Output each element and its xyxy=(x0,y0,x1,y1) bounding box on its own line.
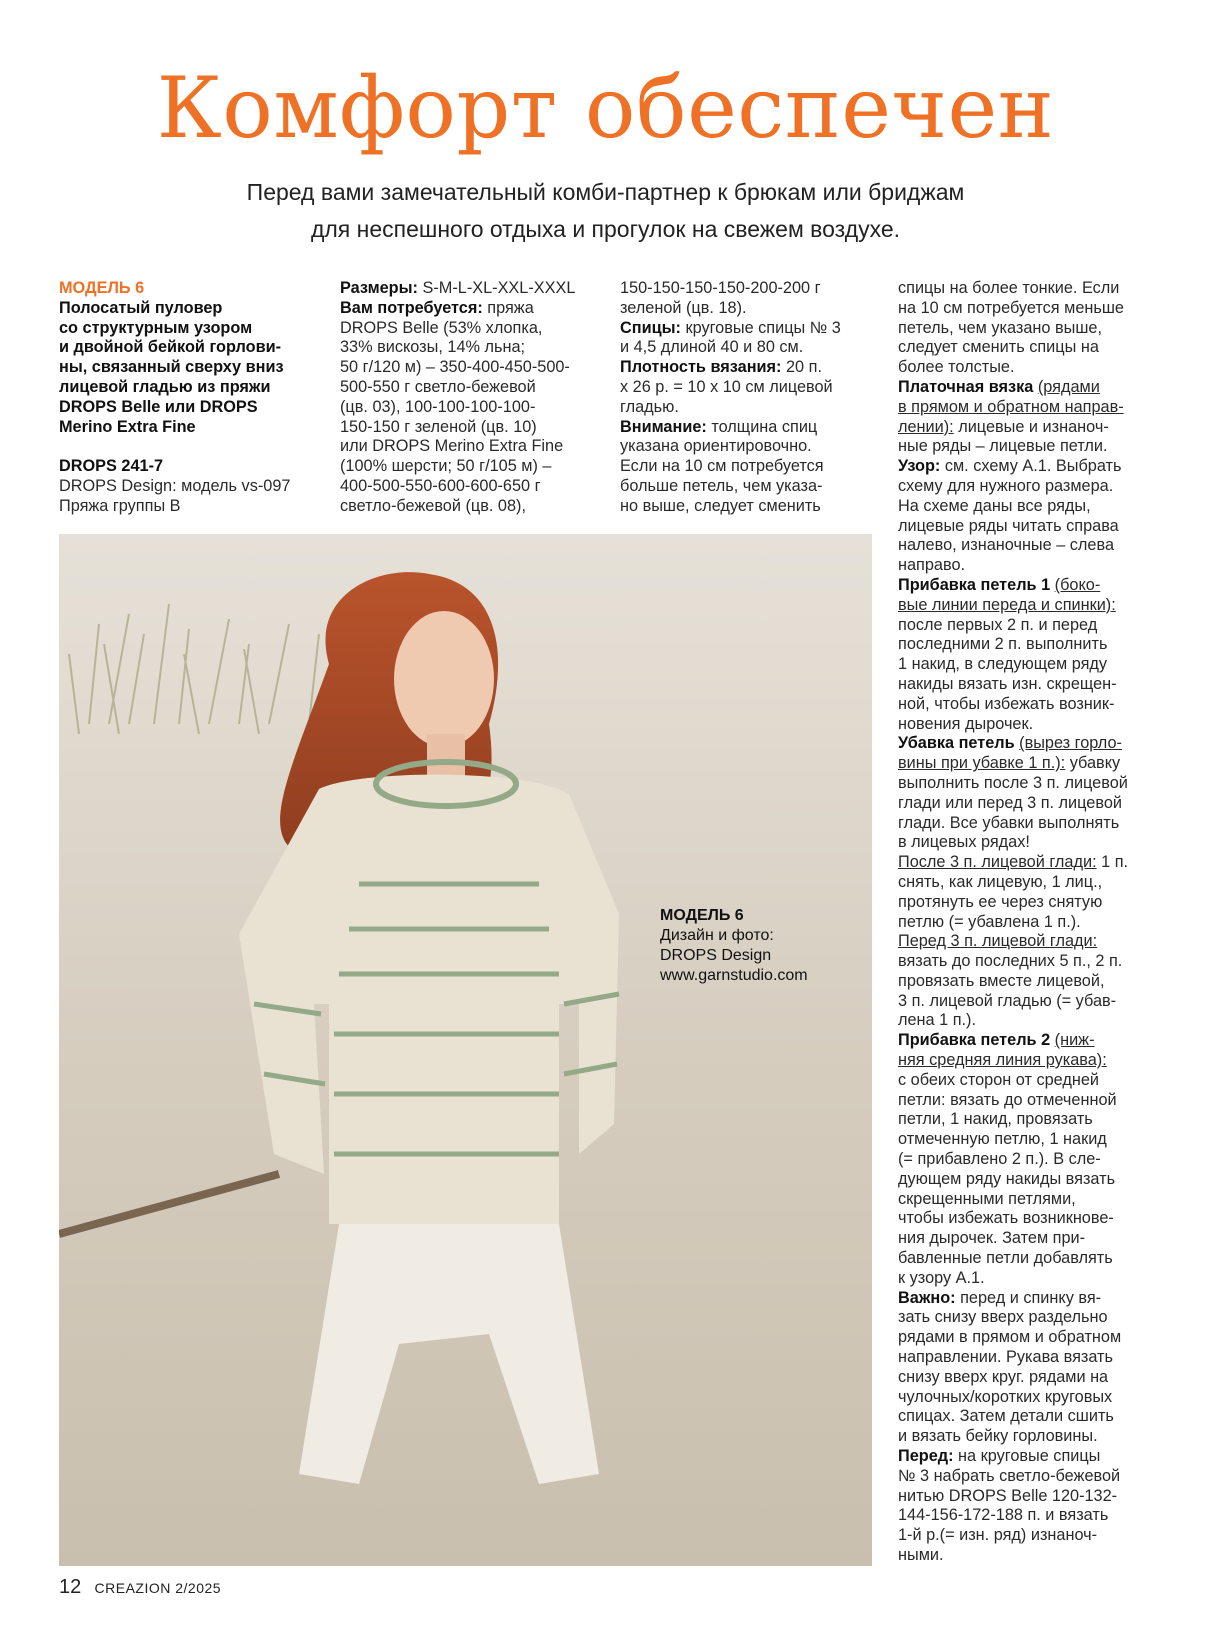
increase-2: Прибавка петель 2 (ниж- xyxy=(898,1031,1095,1050)
needles-column: 150-150-150-150-200-200 г зеленой (цв. 18). Спицы: круговые спицы № 3 и 4,5 длиной 40 и 80 см. Плотность вязания: 20 п. х 26 р. = 10 х 10 см лицевой гладью. Внимание: толщина спиц указана ориентировочно. Если на 10 см потребуется больше петель, чем указа- но выше, следует сменить xyxy=(620,279,878,517)
after-stitches: После 3 п. лицевой глади: 1 п. xyxy=(898,853,1129,872)
before-stitches: Перед 3 п. лицевой глади: xyxy=(898,932,1098,951)
page-title: Комфорт обеспечен xyxy=(156,59,1055,157)
magazine-issue: CREAZION 2/2025 xyxy=(94,1580,222,1596)
subtitle xyxy=(0,174,1211,248)
photo-caption xyxy=(660,906,808,986)
attention-note: Внимание: толщина спиц xyxy=(620,417,818,436)
caption-line: DROPS Design xyxy=(660,947,772,964)
pattern-note: Узор: см. схему А.1. Выбрать xyxy=(898,457,1122,476)
page-footer xyxy=(59,1576,221,1599)
model-photo xyxy=(59,534,872,1566)
sizes: Размеры: S-M-L-XL-XXL-XXXL xyxy=(340,279,576,297)
model-label: МОДЕЛЬ 6 xyxy=(59,279,145,297)
face xyxy=(394,611,494,747)
increase-1: Прибавка петель 1 (боко- xyxy=(898,575,1101,594)
yarn-group: Пряжа группы В xyxy=(59,496,181,515)
decrease: Убавка петель (вырез горло- xyxy=(898,734,1122,753)
photo-illustration xyxy=(59,534,872,1566)
front-piece: Перед: на круговые спицы xyxy=(898,1447,1101,1466)
needles: Спицы: круговые спицы № 3 xyxy=(620,318,841,337)
page-number: 12 xyxy=(59,1576,82,1598)
caption-model: МОДЕЛЬ 6 xyxy=(660,907,744,924)
subtitle-line: для неспешного отдыха и прогулок на свежем воздухе. xyxy=(310,216,901,242)
garter-stitch: Платочная вязка (рядами xyxy=(898,377,1100,396)
model-intro-column: МОДЕЛЬ 6 Полосатый пуловер со структурным узором и двойной бейкой горлови- ны, связанный сверху вниз лицевой гладью из пряжи DROPS Belle или DROPS Merino Extra Fine DROPS 241-7 DROPS Design: модель vs-097 Пряжа группы В xyxy=(59,279,319,517)
caption-line: Дизайн и фото: xyxy=(660,927,774,944)
important-note: Важно: перед и спинку вя- xyxy=(898,1288,1102,1307)
model-description: Полосатый пуловер xyxy=(59,298,223,317)
design-credit: DROPS Design: модель vs-097 xyxy=(59,476,291,495)
caption-url: www.garnstudio.com xyxy=(660,967,808,984)
materials-column: Размеры: S-M-L-XL-XXL-XXXL Вам потребуется: пряжа DROPS Belle (53% хлопка, 33% вискозы, 14% льна; 50 г/120 м) – 350-400-450-500- 500-550 г светло-бежевой (цв. 03), 100-100-100-100- 150-150 г зеленой (цв. 10) или DROPS Merino Extra Fine (100% шерсти; 50 г/105 м) – 400-500-550-600-600-650 г светло-бежевой (цв. 08), xyxy=(340,279,602,517)
pattern-code: DROPS 241-7 xyxy=(59,457,164,476)
materials-needed: Вам потребуется: пряжа xyxy=(340,298,534,317)
subtitle-line: Перед вами замечательный комби-партнер к брюкам или бриджам xyxy=(246,179,965,205)
instructions-column: спицы на более тонкие. Если на 10 см потребуется меньше петель, чем указано выше, следует сменить спицы на более толстые. Платочная вязка (рядами в прямом и обратном направ- лении): лицевые и изнаноч- ные ряды – лицевые петли. Узор: см. схему А.1. Выбрать схему для нужного размера. На схеме даны все ряды, лицевые ряды читать справа налево, изнаночные – слева направо. Прибавка петель 1 (боко- вые линии переда и спинки): после первых 2 п. и перед последними 2 п. выполнить 1 накид, в следующем ряду накиды вязать изн. скрещен- ной, чтобы избежать возник- новения дырочек. Убавка петель (вырез горло- вины при убавке 1 п.): убавку выполнить после 3 п. лицевой глади или перед 3 п. лицевой глади. Все убавки выполнять в лицевых рядах! После 3 п. лицевой глади: 1 п. снять, как лицевую, 1 лиц., протянуть ее через снятую петлю (= убавлена 1 п.). Перед 3 п. лицевой глади: вязать до последних 5 п., 2 п. провязать вместе лицевой, 3 п. лицевой гладью (= убав- лена 1 п.). Прибавка петель 2 (ниж- няя средняя линия рукава): с обеих сторон от средней петли: вязать до отмеченной петли, 1 накид, провязать отмеченную петлю, 1 накид (= прибавлено 2 п.). В сле- дующем ряду накиды вязать скрещенными петлями, чтобы избежать возникнове- ния дырочек. Затем при- бавленные петли добавлять к узору А.1. Важно: перед и спинку вя- зать снизу вверх раздельно рядами в прямом и обратном направлении. Рукава вязать снизу вверх круг. рядами на чулочных/коротких круговых спицах. Затем детали сшить и вязать бейку горловины. Перед: на круговые спицы № 3 набрать светло-бежевой нитью DROPS Belle 120-132- 144-156-172-188 п. и вязать 1-й р.(= изн. ряд) изнаноч- ными. xyxy=(898,279,1160,1566)
gauge: Плотность вязания: 20 п. xyxy=(620,358,822,377)
